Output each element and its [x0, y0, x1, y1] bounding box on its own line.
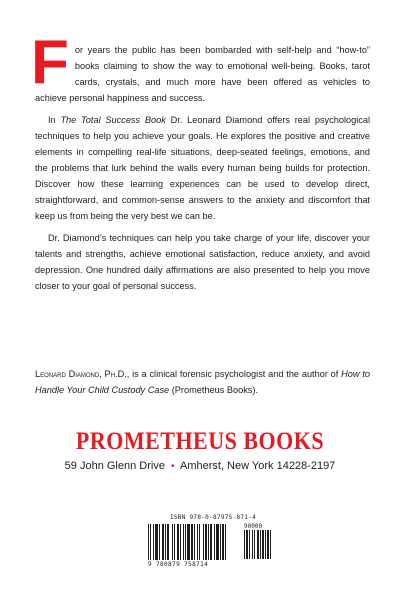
author-name: Leonard Diamond, Ph.D. — [35, 369, 127, 379]
barcode-bar — [252, 530, 253, 559]
benefits-paragraph: Dr. Diamond’s techniques can help you take charge of your life, discover your talents and strengths, achieve emotional satisfaction, reduce anxiety, and avoid depression. One hundred daily affirmations are also presented to help you move closer to your goal of personal success. — [35, 233, 370, 291]
city-address: Amherst, New York 14228-2197 — [179, 460, 336, 472]
barcode-bar — [203, 524, 204, 560]
drop-cap: F — [31, 28, 69, 97]
barcode-bar — [244, 530, 245, 559]
barcode-bar — [153, 524, 154, 560]
intro-paragraph — [31, 28, 370, 106]
barcode-bar — [185, 524, 186, 560]
barcode-bar — [150, 524, 151, 560]
summary-text: Dr. Leonard Diamond offers real psychological techniques to help you achieve your goals. He explores the positive and creative elements in compelling real-life situations, deep-seated feelings, emotions, and the problems that lurk behind the walls every human being builds for protection. Discover how these learning experiences can be used to develop direct, straightforward, and common-sense answers to the anxiety and discomfort that keep us from being the very best we can be. — [35, 115, 371, 221]
barcode-bar — [210, 524, 212, 560]
barcode-bar — [167, 524, 169, 560]
bio-end: (Prometheus Books). — [169, 385, 259, 395]
ean-digits: 9 780879 758714 — [148, 561, 209, 568]
barcode-bar — [194, 524, 195, 560]
publisher-address — [0, 460, 400, 472]
street-address: 59 John Glenn Drive — [64, 460, 165, 472]
barcode-bar — [267, 530, 269, 559]
barcode-bar — [187, 524, 190, 560]
barcode-bar — [197, 524, 198, 560]
barcode-bar — [199, 524, 200, 560]
barcode — [148, 514, 278, 570]
barcode-bar — [216, 524, 219, 560]
book-title: The Total Success Book — [60, 115, 166, 125]
summary-paragraph — [35, 112, 370, 224]
isbn-label: ISBN 978-0-87975-871-4 — [169, 514, 257, 521]
barcode-bar — [254, 530, 255, 559]
barcode-bar — [208, 524, 209, 560]
barcode-bar — [222, 524, 224, 560]
intro-text: or years the public has been bombarded with self-help and “how-to” books claiming to show the way to emotional well-being. Books, tarot cards, crystals, and much more have been offered as vehicles to achieve personal happiness and success. — [35, 45, 370, 103]
barcode-bar — [155, 524, 158, 560]
barcode-bar — [220, 524, 221, 560]
barcode-bar — [246, 530, 248, 559]
barcode-bar — [162, 524, 164, 560]
barcode-bar — [159, 524, 160, 560]
barcode-bar — [191, 524, 193, 560]
barcode-bar — [249, 530, 250, 559]
barcode-bar — [257, 530, 259, 559]
barcode-bar — [270, 530, 271, 559]
barcode-bar — [177, 524, 179, 560]
description-text — [31, 28, 371, 294]
ean-barcode-bars — [148, 524, 240, 562]
barcode-bar — [214, 524, 215, 560]
summary-lead: In — [48, 115, 61, 125]
barcode-bar — [225, 524, 226, 560]
author-bio — [35, 366, 370, 398]
publisher-logo: PROMETHEUS BOOKS — [75, 426, 325, 455]
barcode-bar — [148, 524, 149, 560]
price-code: 90000 — [244, 523, 263, 530]
other-book-title: How to Handle Your Child Custody Case — [35, 369, 370, 395]
bio-text: , is a clinical forensic psychologist and the author of — [126, 369, 342, 379]
barcode-bar — [172, 524, 173, 560]
barcode-bar — [262, 530, 264, 559]
barcode-bar — [165, 524, 166, 560]
barcode-bar — [180, 524, 181, 560]
barcode-bar — [260, 530, 261, 559]
address-bullet: • — [171, 461, 175, 472]
barcode-bar — [265, 530, 266, 559]
barcode-bar — [174, 524, 175, 560]
addon-barcode-bars — [244, 530, 274, 561]
barcode-bar — [183, 524, 184, 560]
barcode-bar — [205, 524, 207, 560]
